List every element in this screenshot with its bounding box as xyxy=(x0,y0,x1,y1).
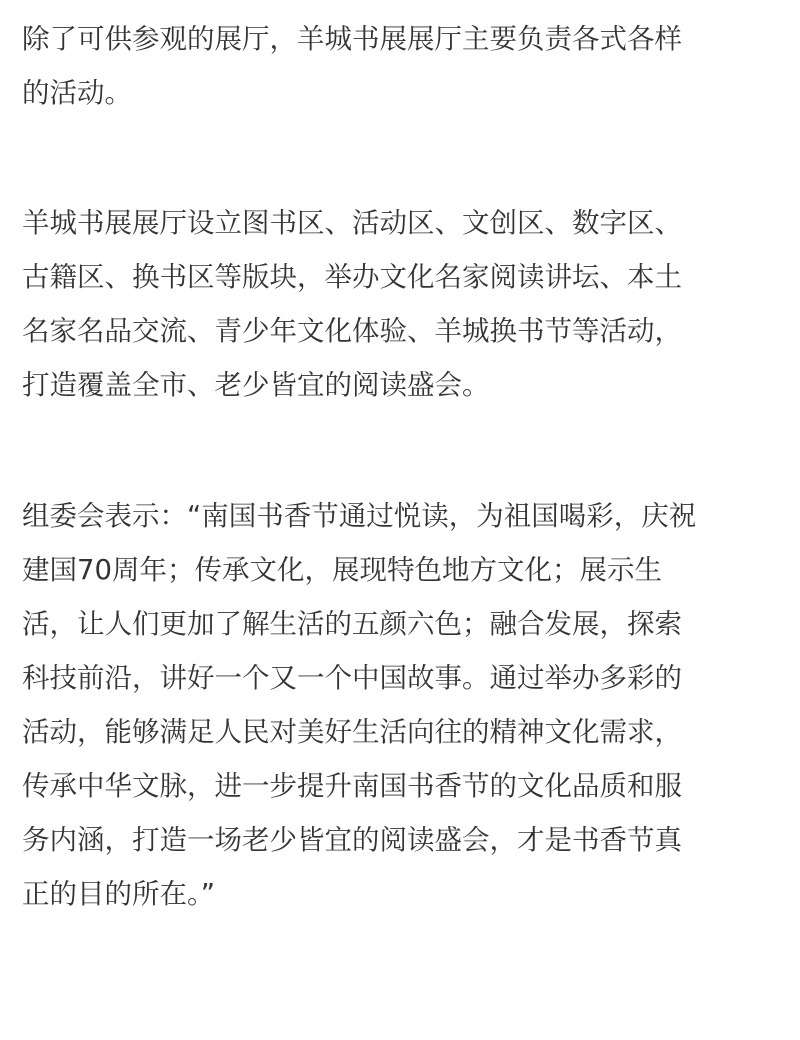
text-line: 传承中华文脉，进一步提升南国书香节的文化品质和服 xyxy=(22,770,682,802)
text-line: 除了可供参观的展厅，羊城书展展厅主要负责各式各样 xyxy=(22,23,682,55)
text-line: 正的目的所在。” xyxy=(22,878,215,910)
text-line: 科技前沿，讲好一个又一个中国故事。通过举办多彩的 xyxy=(22,662,682,694)
text-line: 打造覆盖全市、老少皆宜的阅读盛会。 xyxy=(22,369,490,401)
text-line: 名家名品交流、青少年文化体验、羊城换书节等活动， xyxy=(22,315,682,347)
text-line: 组委会表示：“南国书香节通过悦读，为祖国喝彩，庆祝 xyxy=(22,500,697,532)
text-line: 的活动。 xyxy=(22,77,132,109)
text-line: 古籍区、换书区等版块，举办文化名家阅读讲坛、本土 xyxy=(22,261,682,293)
paragraph-zones-and-activities xyxy=(22,196,782,412)
paragraph-committee-quote xyxy=(22,489,782,921)
text-line: 活，让人们更加了解生活的五颜六色；融合发展，探索 xyxy=(22,608,682,640)
text-line: 羊城书展展厅设立图书区、活动区、文创区、数字区、 xyxy=(22,207,682,239)
text-line: 活动，能够满足人民对美好生活向往的精神文化需求， xyxy=(22,716,682,748)
text-line: 建国70周年；传承文化，展现特色地方文化；展示生 xyxy=(22,554,662,586)
paragraph-exhibition-hall xyxy=(22,12,782,120)
text-line: 务内涵，打造一场老少皆宜的阅读盛会，才是书香节真 xyxy=(22,824,682,856)
